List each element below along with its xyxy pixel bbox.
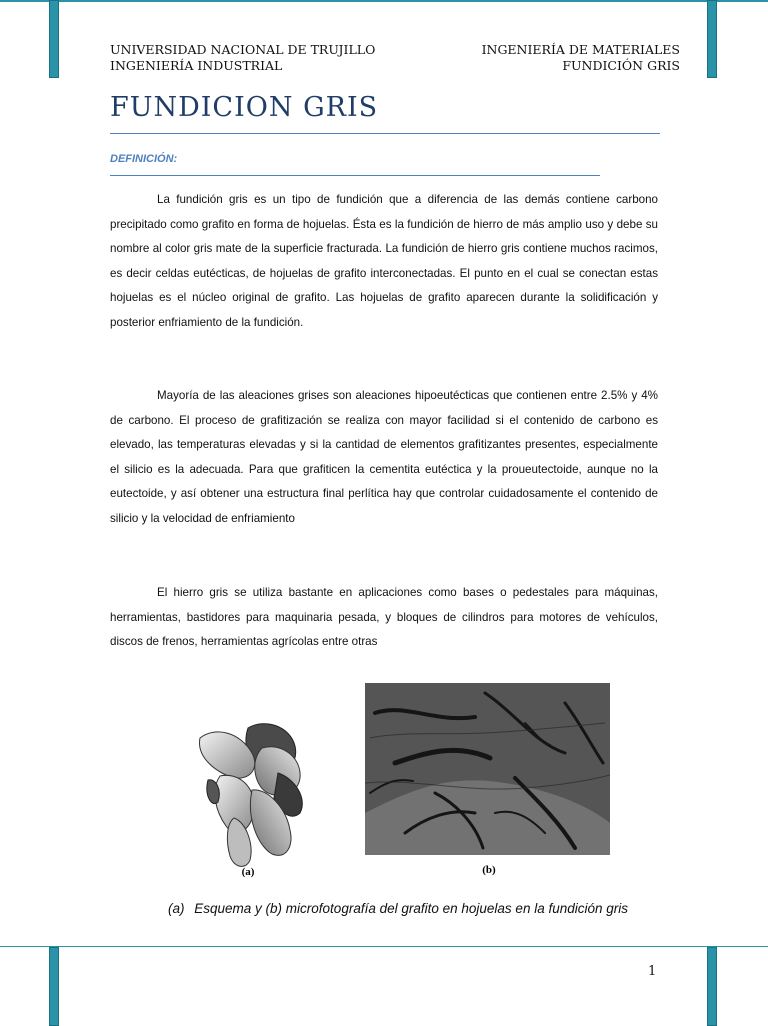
header-university: UNIVERSIDAD NACIONAL DE TRUJILLO — [110, 42, 376, 57]
document-title: FUNDICION GRIS — [110, 92, 379, 123]
caption-text: Esquema y (b) microfotografía del grafito en hojuelas en la fundición gris — [194, 901, 628, 916]
page-number: 1 — [648, 964, 657, 979]
header-topic: FUNDICIÓN GRIS — [562, 58, 680, 73]
figure-b-micrograph — [365, 683, 610, 878]
paragraph-applications: El hierro gris se utiliza bastante en aplicaciones como bases o pedestales para máquinas, herramientas, bastidores para maquinaria pesada, y bloques de cilindros para motores de vehículos, discos de frenos, herramientas agrícolas entre otras — [110, 586, 658, 648]
section-divider — [110, 175, 600, 176]
figure-a-label: (a) — [241, 866, 255, 878]
figure-a-graphite-schematic — [190, 718, 320, 878]
decorative-bar-bottom-left — [49, 947, 59, 1026]
decorative-bar-top-right — [707, 0, 717, 78]
header-faculty: INGENIERÍA INDUSTRIAL — [110, 58, 283, 73]
header-right — [482, 42, 680, 74]
paragraph-definition: La fundición gris es un tipo de fundición que a diferencia de las demás contiene carbono precipitado como grafito en forma de hojuelas. Ésta es la fundición de hierro de más amplio uso y debe su nombre al color gris mate de la superficie fracturada. La fundición de hierro gris contiene muchos racimos, es decir celdas eutécticas, de hojuelas de grafito interconectadas. El punto en el cual se conectan estas hojuelas es el núcleo original de grafito. Las hojuelas de grafito aparecen durante la solidificación y posterior enfriamiento de la fundición. — [110, 193, 658, 329]
figure-b-label: (b) — [482, 864, 496, 876]
caption-prefix: (a) — [168, 901, 185, 916]
decorative-bar-top-left — [49, 0, 59, 78]
bottom-border-line — [0, 946, 768, 947]
decorative-bar-bottom-right — [707, 947, 717, 1026]
section-heading: DEFINICIÓN: — [110, 153, 178, 165]
figure-caption — [0, 901, 768, 916]
paragraph-composition: Mayoría de las aleaciones grises son aleaciones hipoeutécticas que contienen entre 2.5% y 4% de carbono. El proceso de grafitización se realiza con mayor facilidad si el contenido de carbono es elevado, las temperaturas elevadas y si la cantidad de elementos grafitizantes presentes, especialmente el silicio es la adecuada. Para que grafiticen la cementita eutéctica y la proueutectoide, aunque no la eutectoide, y así obtener una estructura final perlítica hay que controlar cuidadosamente el contenido de silicio y la velocidad de enfriamiento — [110, 389, 658, 525]
header-left — [110, 42, 375, 74]
header-course: INGENIERÍA DE MATERIALES — [481, 42, 680, 57]
title-divider — [110, 133, 660, 134]
top-border-line — [0, 0, 768, 2]
